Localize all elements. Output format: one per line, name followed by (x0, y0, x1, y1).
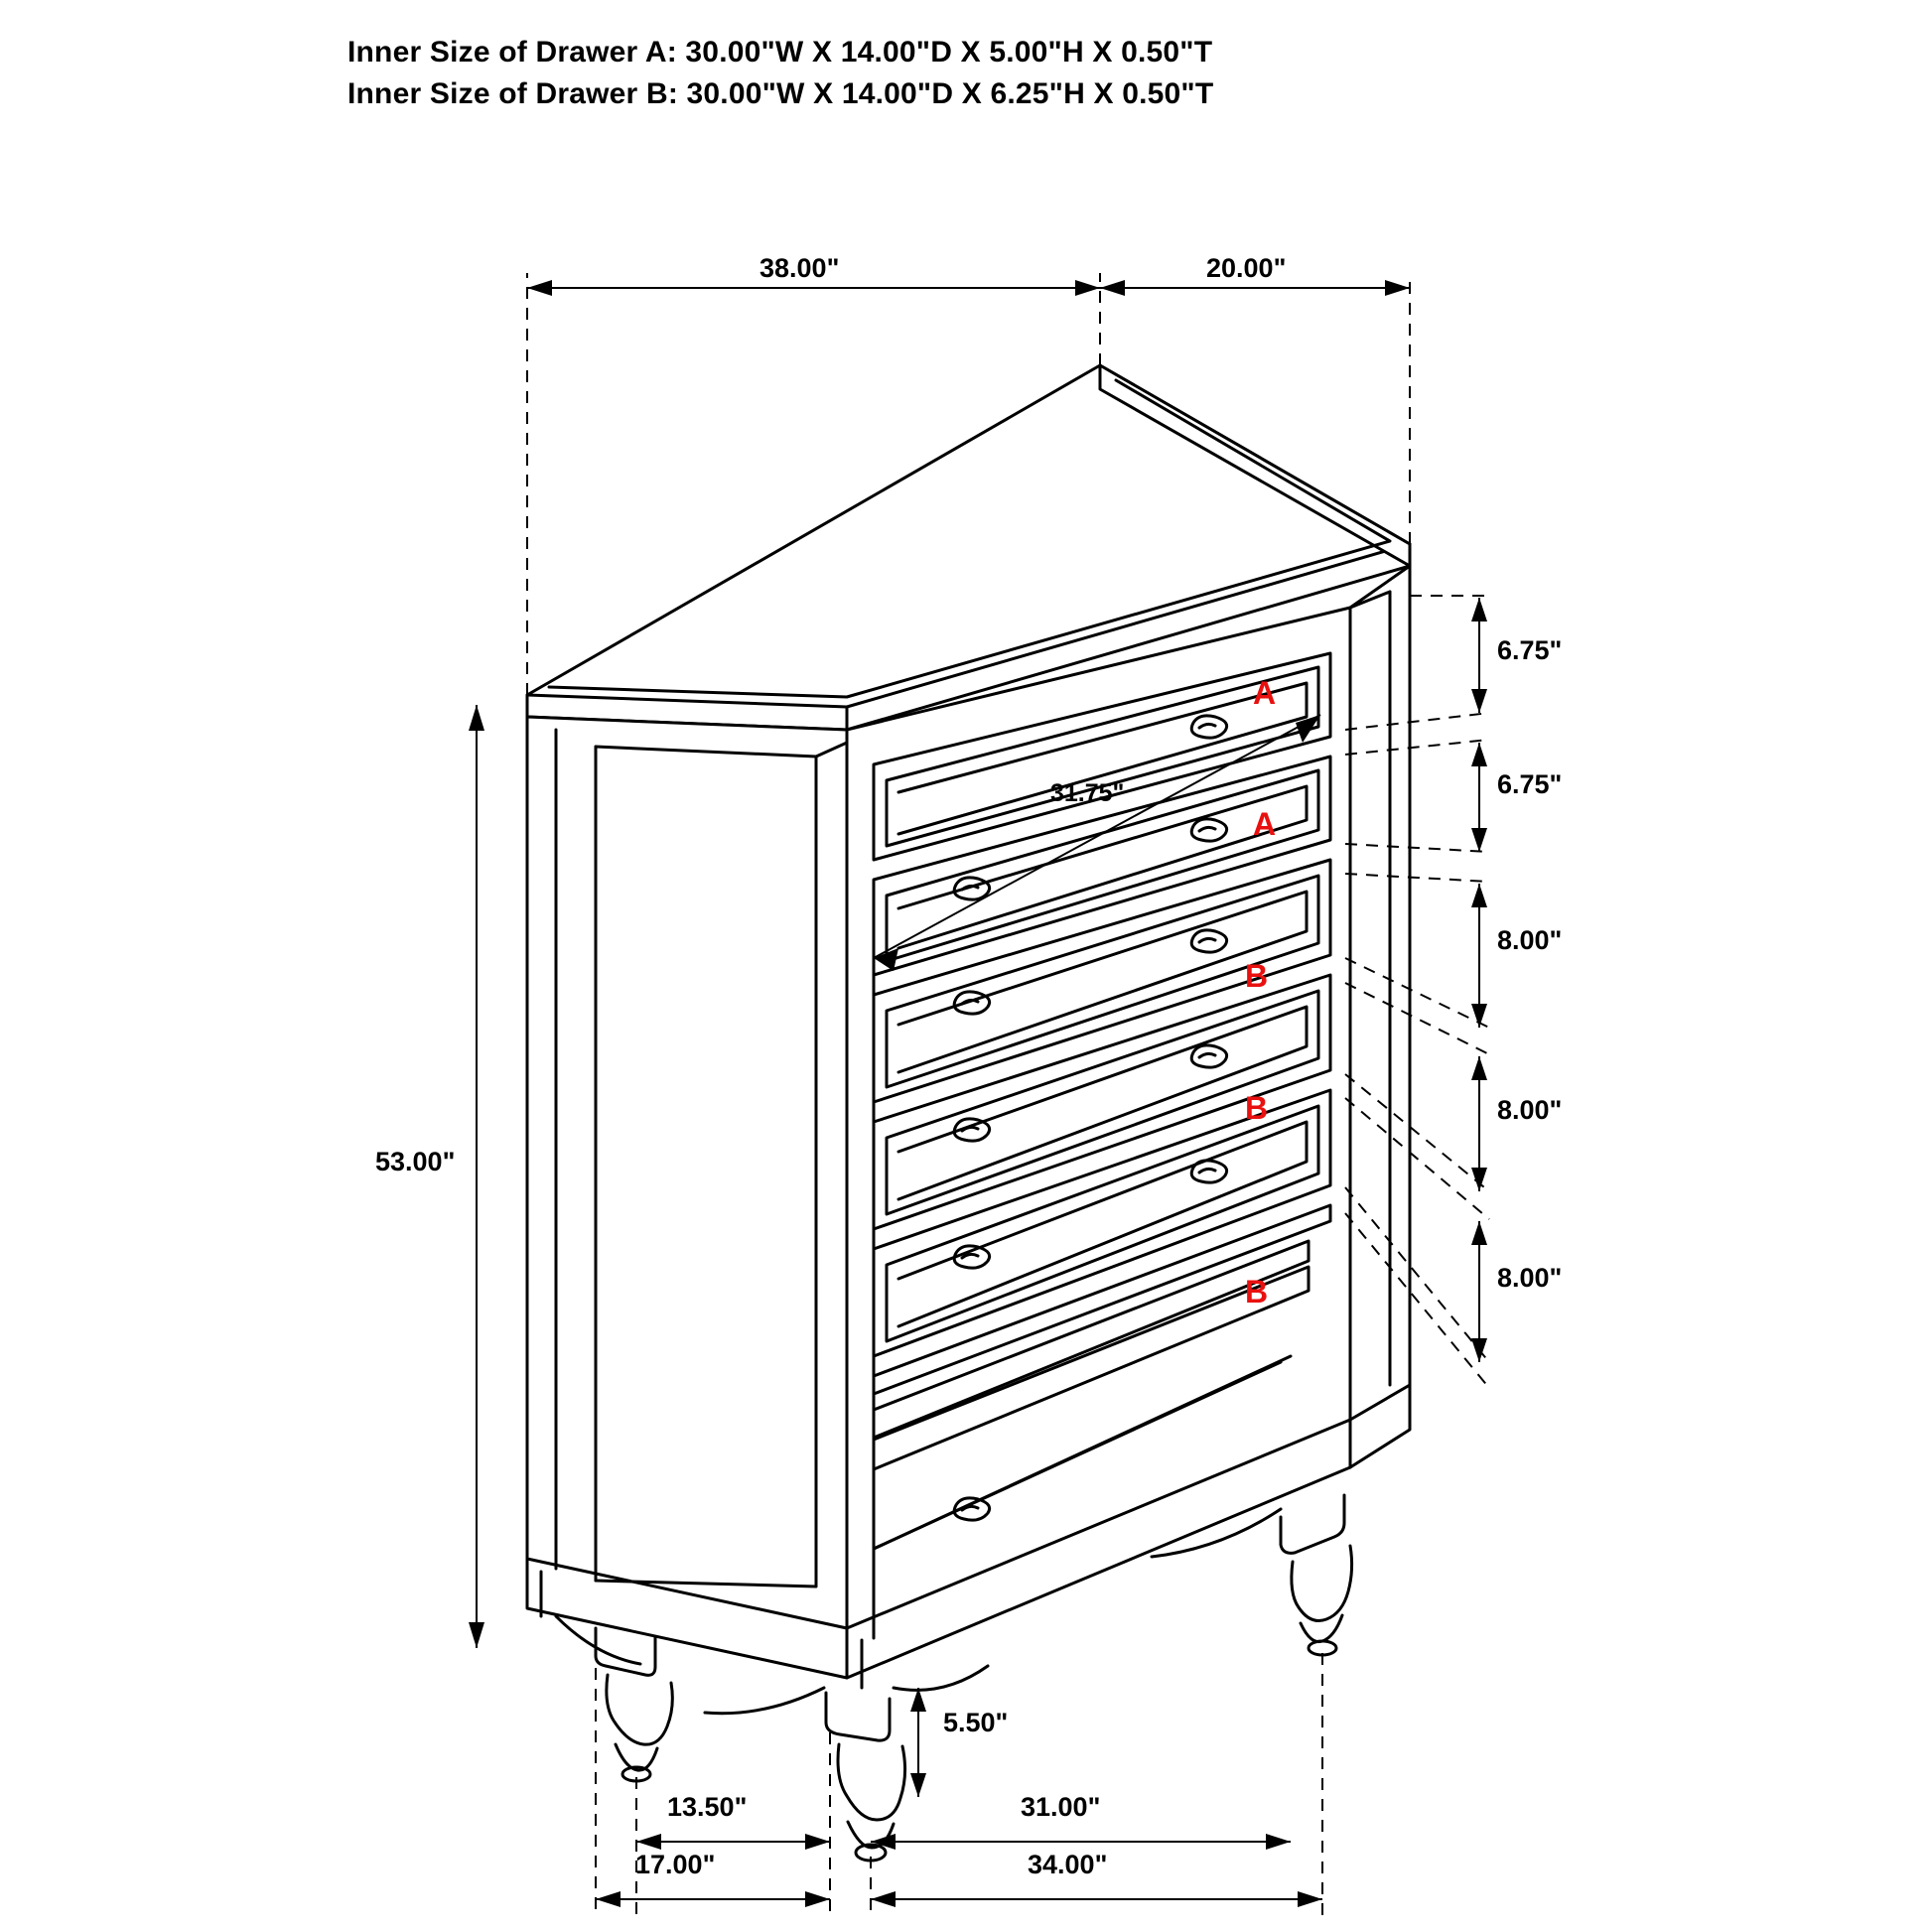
title-line-1: Inner Size of Drawer A: 30.00"W X 14.00"D X 5.00"H X 0.50"T (347, 36, 1213, 69)
drawer-label-5: B (1245, 1274, 1269, 1310)
dim-base-span-right: 34.00" (1028, 1850, 1108, 1879)
drawer-label-1: A (1253, 675, 1277, 711)
dim-leg-height: 5.50" (943, 1708, 1009, 1737)
drawer-label-2: A (1253, 806, 1277, 842)
dim-overall-height: 53.00" (375, 1147, 456, 1176)
dim-top-width: 38.00" (759, 253, 840, 283)
dim-drawer-height-2: 6.75" (1497, 769, 1563, 799)
dim-base-span-left: 17.00" (635, 1850, 716, 1879)
dim-top-depth: 20.00" (1206, 253, 1287, 283)
title-line-2: Inner Size of Drawer B: 30.00"W X 14.00"D X 6.25"H X 0.50"T (347, 77, 1214, 110)
dim-foot-span-right: 31.00" (1021, 1792, 1101, 1822)
dim-drawer-height-5: 8.00" (1497, 1263, 1563, 1293)
drawer-label-4: B (1245, 1090, 1269, 1126)
dim-drawer-height-4: 8.00" (1497, 1095, 1563, 1125)
dim-foot-span-left: 13.50" (667, 1792, 748, 1822)
dim-drawer-front-width: 31.75" (1050, 779, 1125, 807)
dim-drawer-height-1: 6.75" (1497, 635, 1563, 665)
drawer-label-3: B (1245, 958, 1269, 994)
dim-drawer-height-3: 8.00" (1497, 925, 1563, 955)
